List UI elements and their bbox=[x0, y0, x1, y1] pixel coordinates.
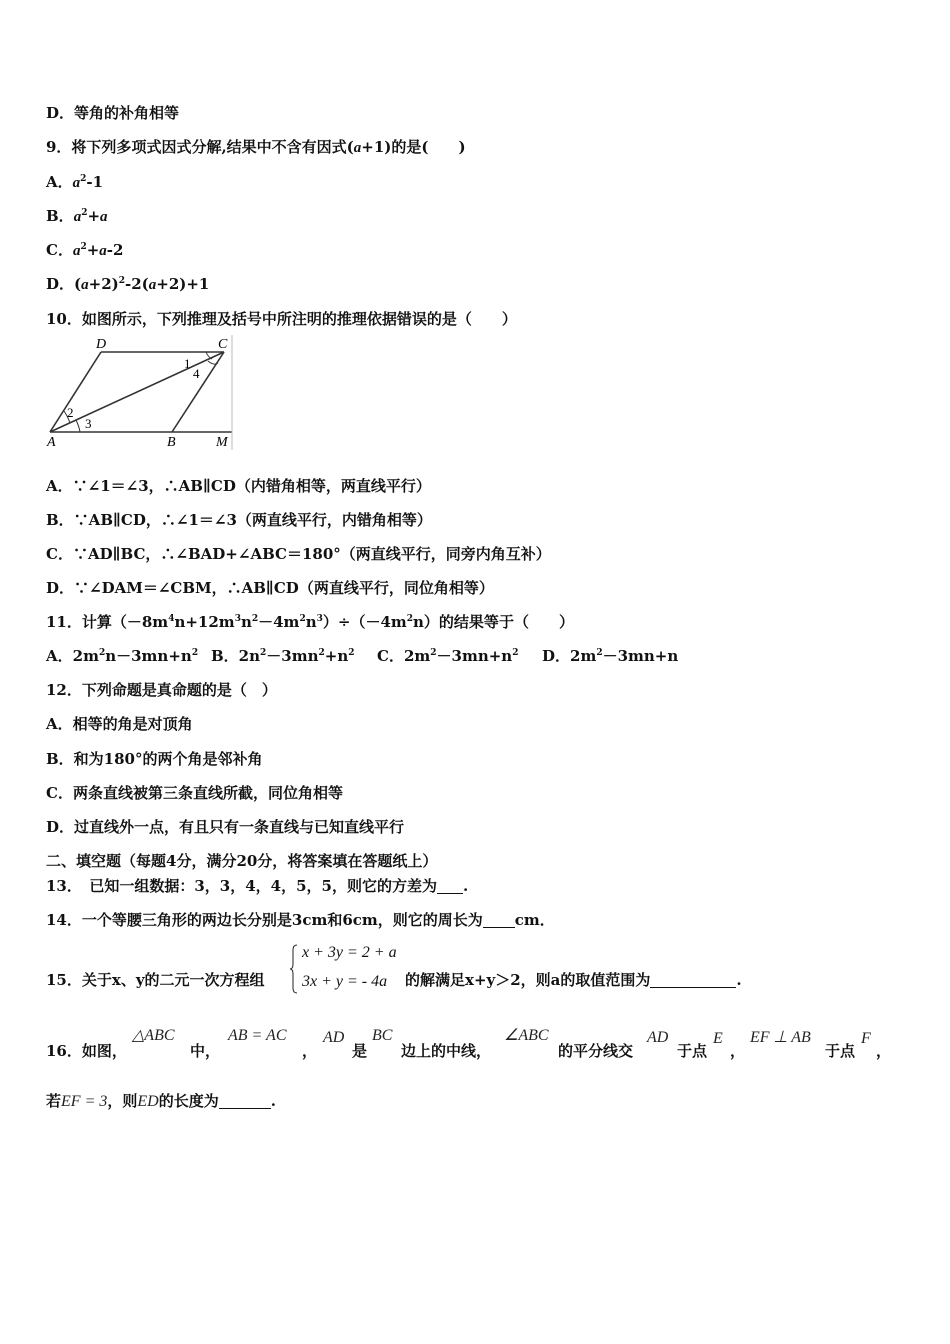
q11-option-c: C．$2m^2-3mn+n^2$ bbox=[377, 647, 519, 665]
q15-equation-1: x + 3y = 2 + a bbox=[302, 944, 397, 961]
parallelogram-figure bbox=[46, 335, 238, 450]
q9-stem: 9．将下列多项式因式分解,结果中不含有因式(a+1)的是( ) bbox=[46, 138, 466, 156]
label-a: A bbox=[47, 435, 56, 450]
label-c: C bbox=[218, 337, 228, 352]
q10-option-c: C．∵AD∥BC，∴∠BAD+∠ABC＝180°（两直线平行，同旁内角互补） bbox=[46, 545, 551, 563]
q14-answer-blank[interactable] bbox=[483, 913, 515, 928]
q15-answer-blank[interactable] bbox=[650, 973, 736, 988]
q9-option-a: A．$a^2-1$ bbox=[46, 173, 104, 191]
q16-answer-blank[interactable] bbox=[219, 1094, 271, 1109]
q11-stem: 11．计算$(-8m^4n+12m^3n^2-4m^2n^3)\div(-4m^2n)$的结果等于（ ） bbox=[46, 613, 574, 631]
label-b: B bbox=[167, 435, 176, 450]
q15-equation-system bbox=[290, 942, 410, 998]
q15-stem-post: 的解满足x+y＞2，则a的取值范围为 . bbox=[405, 971, 742, 989]
q14-stem: 14．一个等腰三角形的两边长分别是3cm和6cm，则它的周长为 cm． bbox=[46, 911, 555, 929]
angle-4-label: 4 bbox=[193, 366, 200, 381]
q13-answer-blank[interactable] bbox=[437, 879, 463, 894]
q15-equation-2: 3x + y = - 4a bbox=[302, 973, 388, 990]
q12-stem: 12．下列命题是真命题的是（ ） bbox=[46, 681, 277, 699]
q15-stem-pre: 15．关于x、y的二元一次方程组 bbox=[46, 971, 265, 989]
brace-icon bbox=[290, 944, 298, 994]
angle-2-label: 2 bbox=[67, 405, 74, 420]
q9-option-b: B．$a^2+a$ bbox=[46, 207, 108, 225]
q10-option-d: D．∵∠DAM＝∠CBM，∴AB∥CD（两直线平行，同位角相等） bbox=[46, 579, 494, 597]
q9-option-c: C．$a^2+a-2$ bbox=[46, 241, 124, 259]
angle-3-arc bbox=[76, 420, 80, 432]
q16-line-2: 若EF = 3，则ED的长度为 . bbox=[46, 1092, 276, 1110]
q12-option-b: B．和为180°的两个角是邻补角 bbox=[46, 750, 263, 768]
q10-stem: 10．如图所示，下列推理及括号中所注明的推理依据错误的是（ ） bbox=[46, 310, 517, 328]
q13-stem: 13． 已知一组数据：3，3，4，4，5，5，则它的方差为 . bbox=[46, 877, 469, 895]
section-2-heading: 二、填空题（每题4分，满分20分，将答案填在答题纸上） bbox=[46, 852, 438, 870]
angle-1-arc bbox=[206, 352, 212, 359]
label-m: M bbox=[216, 435, 228, 450]
angle-1-label: 1 bbox=[184, 356, 191, 371]
q12-option-a: A．相等的角是对顶角 bbox=[46, 715, 193, 733]
q9-option-d: D．$(a+2)^2-2(a+2)+1$ bbox=[46, 275, 210, 293]
q12-option-d: D．过直线外一点，有且只有一条直线与已知直线平行 bbox=[46, 818, 405, 836]
q11-option-a: A．$2m^2n-3mn+n^2$ bbox=[46, 647, 199, 665]
q10-option-a: A．∵∠1＝∠3，∴AB∥CD（内错角相等，两直线平行） bbox=[46, 477, 431, 495]
label-d: D bbox=[96, 337, 107, 352]
angle-3-label: 3 bbox=[85, 416, 92, 431]
q11-option-b: B．$2n^2-3mn^2+n^2$ bbox=[211, 647, 355, 665]
q10-option-b: B．∵AB∥CD，∴∠1＝∠3（两直线平行，内错角相等） bbox=[46, 511, 432, 529]
q11-option-d: D．$2m^2-3mn+n$ bbox=[542, 647, 679, 665]
q8-option-d: D．等角的补角相等 bbox=[46, 104, 180, 122]
q12-option-c: C．两条直线被第三条直线所截，同位角相等 bbox=[46, 784, 343, 802]
